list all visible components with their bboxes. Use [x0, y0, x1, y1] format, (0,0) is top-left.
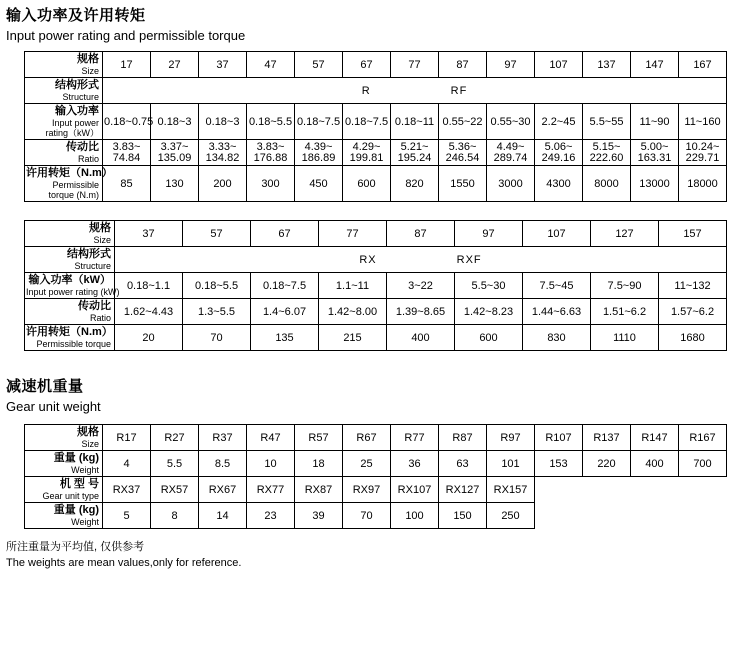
cell-gear-type: RX87	[295, 477, 343, 503]
cell-torque: 4300	[535, 166, 583, 202]
cell-input-power: 0.55~30	[487, 104, 535, 140]
row-label-structure-en: Structure	[62, 92, 99, 102]
input-power-torque-table-r	[24, 51, 727, 202]
cell-empty	[679, 477, 727, 503]
table-row-size	[25, 52, 727, 78]
cell-size: 57	[295, 52, 343, 78]
cell-weight: 8	[151, 503, 199, 529]
cell-size: 107	[523, 221, 591, 247]
row-label-structure-cn: 结构形式	[55, 79, 99, 91]
cell-size: 37	[199, 52, 247, 78]
footnote	[6, 539, 750, 571]
cell-size: 67	[343, 52, 391, 78]
cell-empty	[631, 477, 679, 503]
cell-size: 127	[591, 221, 659, 247]
cell-input-power: 7.5~90	[591, 273, 659, 299]
cell-gear-type: RX77	[247, 477, 295, 503]
cell-torque: 20	[115, 325, 183, 351]
row-label-input-power-cn: 输入功率	[55, 105, 99, 117]
cell-gear-size: R17	[103, 425, 151, 451]
cell-gear-size: R47	[247, 425, 295, 451]
cell-torque: 130	[151, 166, 199, 202]
cell-weight: 8.5	[199, 451, 247, 477]
cell-input-power: 0.18~7.5	[295, 104, 343, 140]
table-row-torque	[25, 325, 727, 351]
cell-size: 37	[115, 221, 183, 247]
row-label-type-cn: 机 型 号	[59, 478, 99, 490]
row-label-input-power	[25, 273, 120, 299]
structure-label-rf: RF	[450, 84, 468, 97]
row-label-structure-cn: 结构形式	[67, 248, 111, 260]
row-label-structure-en: Structure	[74, 261, 111, 271]
table-row-size	[25, 425, 727, 451]
row-label-structure	[25, 247, 115, 273]
cell-input-power: 2.2~45	[535, 104, 583, 140]
gear-unit-weight-table	[24, 424, 727, 529]
cell-ratio: 4.29~ 199.81	[343, 140, 391, 166]
row-label-torque	[25, 166, 113, 202]
cell-weight: 39	[295, 503, 343, 529]
cell-input-power: 11~160	[679, 104, 727, 140]
cell-input-power: 0.18~1.1	[115, 273, 183, 299]
section1-title-en: Input power rating and permissible torque	[6, 28, 246, 43]
cell-ratio: 1.4~6.07	[251, 299, 319, 325]
cell-ratio: 5.15~ 222.60	[583, 140, 631, 166]
cell-weight: 70	[343, 503, 391, 529]
cell-size: 57	[183, 221, 251, 247]
cell-input-power: 0.18~5.5	[247, 104, 295, 140]
cell-ratio: 3.33~ 134.82	[199, 140, 247, 166]
cell-weight: 23	[247, 503, 295, 529]
cell-ratio: 10.24~ 229.71	[679, 140, 727, 166]
row-label-size-en: Size	[81, 439, 99, 449]
cell-weight: 14	[199, 503, 247, 529]
table-row-size	[25, 221, 727, 247]
row-label-size-en: Size	[81, 66, 99, 76]
cell-size: 77	[319, 221, 387, 247]
row-label-type-en: Gear unit type	[42, 491, 99, 501]
table-row-weight-rx	[25, 503, 727, 529]
cell-ratio: 4.49~ 289.74	[487, 140, 535, 166]
row-label-size	[25, 425, 103, 451]
section2-title-cn: 减速机重量	[6, 378, 84, 395]
cell-size: 77	[391, 52, 439, 78]
cell-weight: 150	[439, 503, 487, 529]
cell-input-power: 11~90	[631, 104, 679, 140]
cell-input-power: 0.18~0.75	[103, 104, 151, 140]
cell-input-power: 0.18~11	[391, 104, 439, 140]
cell-torque: 400	[387, 325, 455, 351]
row-label-size-en: Size	[93, 235, 111, 245]
row-label-torque-en: Permissible torque	[36, 339, 111, 349]
cell-input-power: 1.1~11	[319, 273, 387, 299]
cell-structure	[115, 247, 727, 273]
cell-weight: 220	[583, 451, 631, 477]
structure-label-rx: RX	[359, 253, 377, 266]
cell-size: 87	[387, 221, 455, 247]
table-row-gear-unit-type	[25, 477, 727, 503]
cell-weight: 63	[439, 451, 487, 477]
cell-torque: 1680	[659, 325, 727, 351]
row-label-input-power-en2: rating（kW）	[45, 128, 99, 138]
cell-torque: 830	[523, 325, 591, 351]
cell-gear-size: R137	[583, 425, 631, 451]
row-label-weight	[25, 451, 103, 477]
structure-label-rxf: RXF	[456, 253, 482, 266]
cell-gear-type: RX107	[391, 477, 439, 503]
cell-size: 147	[631, 52, 679, 78]
section1-heading	[6, 6, 750, 45]
cell-torque: 600	[455, 325, 523, 351]
cell-torque: 70	[183, 325, 251, 351]
cell-ratio: 1.57~6.2	[659, 299, 727, 325]
cell-weight: 25	[343, 451, 391, 477]
cell-input-power: 0.18~5.5	[183, 273, 251, 299]
table-row-structure	[25, 247, 727, 273]
cell-size: 167	[679, 52, 727, 78]
cell-gear-type: RX127	[439, 477, 487, 503]
cell-weight: 5.5	[151, 451, 199, 477]
cell-weight: 153	[535, 451, 583, 477]
section2-title-en: Gear unit weight	[6, 399, 101, 414]
cell-ratio: 5.06~ 249.16	[535, 140, 583, 166]
cell-torque: 18000	[679, 166, 727, 202]
row-label-torque-cn: 许用转矩（N.m）	[26, 326, 113, 338]
row-label-input-power-cn: 输入功率（kW）	[28, 274, 111, 286]
row-label-size-cn: 规格	[77, 426, 99, 438]
cell-gear-size: R77	[391, 425, 439, 451]
cell-size: 17	[103, 52, 151, 78]
cell-input-power: 0.55~22	[439, 104, 487, 140]
row-label-input-power	[25, 104, 103, 140]
row-label-weight-cn: 重量 (kg)	[53, 452, 99, 464]
cell-empty	[535, 503, 583, 529]
cell-size: 87	[439, 52, 487, 78]
cell-torque: 600	[343, 166, 391, 202]
cell-input-power: 0.18~3	[151, 104, 199, 140]
structure-label-r: R	[361, 84, 371, 97]
cell-input-power: 0.18~7.5	[343, 104, 391, 140]
cell-torque: 300	[247, 166, 295, 202]
row-label-weight-en: Weight	[71, 465, 99, 475]
cell-ratio: 5.00~ 163.31	[631, 140, 679, 166]
cell-empty	[583, 477, 631, 503]
cell-gear-size: R87	[439, 425, 487, 451]
cell-gear-size: R97	[487, 425, 535, 451]
table-row-torque	[25, 166, 727, 202]
cell-ratio: 1.44~6.63	[523, 299, 591, 325]
row-label-size	[25, 221, 115, 247]
row-label-size-cn: 规格	[77, 53, 99, 65]
row-label-structure	[25, 78, 103, 104]
table-row-structure	[25, 78, 727, 104]
cell-gear-size: R67	[343, 425, 391, 451]
cell-weight: 4	[103, 451, 151, 477]
input-power-torque-table-rx	[24, 220, 727, 351]
cell-size: 27	[151, 52, 199, 78]
cell-torque: 450	[295, 166, 343, 202]
cell-gear-type: RX67	[199, 477, 247, 503]
cell-gear-size: R147	[631, 425, 679, 451]
row-label-size-cn: 规格	[89, 222, 111, 234]
cell-weight: 400	[631, 451, 679, 477]
cell-torque: 1550	[439, 166, 487, 202]
cell-weight: 18	[295, 451, 343, 477]
cell-torque: 8000	[583, 166, 631, 202]
footnote-cn: 所注重量为平均值, 仅供参考	[6, 541, 145, 553]
cell-input-power: 5.5~30	[455, 273, 523, 299]
cell-input-power: 5.5~55	[583, 104, 631, 140]
cell-input-power: 11~132	[659, 273, 727, 299]
cell-ratio: 1.51~6.2	[591, 299, 659, 325]
cell-ratio: 5.21~ 195.24	[391, 140, 439, 166]
row-label-gear-unit-type	[25, 477, 103, 503]
cell-weight: 10	[247, 451, 295, 477]
table-row-input-power	[25, 104, 727, 140]
cell-empty	[535, 477, 583, 503]
cell-ratio: 3.83~ 176.88	[247, 140, 295, 166]
cell-size: 137	[583, 52, 631, 78]
table-row-weight	[25, 451, 727, 477]
row-label-input-power-en1: Input power	[51, 118, 99, 128]
row-label-weight-rx	[25, 503, 103, 529]
row-label-ratio-en: Ratio	[77, 154, 99, 164]
row-label-torque-en1: Permissible	[52, 180, 99, 190]
cell-size: 67	[251, 221, 319, 247]
cell-input-power: 3~22	[387, 273, 455, 299]
cell-ratio: 1.62~4.43	[115, 299, 183, 325]
cell-size: 107	[535, 52, 583, 78]
cell-torque: 820	[391, 166, 439, 202]
row-label-input-power-en: Input power rating (kW)	[26, 287, 120, 297]
cell-gear-size: R37	[199, 425, 247, 451]
cell-torque: 200	[199, 166, 247, 202]
cell-gear-size: R57	[295, 425, 343, 451]
cell-gear-size: R27	[151, 425, 199, 451]
cell-ratio: 1.3~5.5	[183, 299, 251, 325]
cell-ratio: 4.39~ 186.89	[295, 140, 343, 166]
cell-empty	[631, 503, 679, 529]
row-label-ratio-cn: 传动比	[66, 141, 99, 153]
cell-ratio: 3.83~ 74.84	[103, 140, 151, 166]
cell-weight: 250	[487, 503, 535, 529]
row-label-size	[25, 52, 103, 78]
cell-weight: 101	[487, 451, 535, 477]
cell-gear-size: R167	[679, 425, 727, 451]
cell-weight: 5	[103, 503, 151, 529]
cell-torque: 85	[103, 166, 151, 202]
row-label-torque-en2: torque (N.m)	[48, 190, 99, 200]
row-label-ratio-en: Ratio	[89, 313, 111, 323]
row-label-weight-rx-cn: 重量 (kg)	[53, 504, 99, 516]
table-row-ratio	[25, 140, 727, 166]
cell-torque: 215	[319, 325, 387, 351]
cell-input-power: 7.5~45	[523, 273, 591, 299]
cell-torque: 3000	[487, 166, 535, 202]
cell-size: 97	[487, 52, 535, 78]
cell-size: 97	[455, 221, 523, 247]
cell-size: 47	[247, 52, 295, 78]
row-label-weight-rx-en: Weight	[71, 517, 99, 527]
table-row-input-power	[25, 273, 727, 299]
cell-ratio: 1.42~8.00	[319, 299, 387, 325]
cell-gear-type: RX57	[151, 477, 199, 503]
cell-torque: 13000	[631, 166, 679, 202]
cell-torque: 1110	[591, 325, 659, 351]
section1-title-cn: 输入功率及许用转矩	[6, 7, 146, 24]
cell-empty	[679, 503, 727, 529]
cell-empty	[583, 503, 631, 529]
cell-weight: 36	[391, 451, 439, 477]
row-label-ratio	[25, 140, 103, 166]
cell-gear-type: RX157	[487, 477, 535, 503]
row-label-torque-cn: 许用转矩（N.m）	[26, 167, 113, 179]
cell-size: 157	[659, 221, 727, 247]
cell-ratio: 1.39~8.65	[387, 299, 455, 325]
cell-gear-type: RX37	[103, 477, 151, 503]
cell-structure	[103, 78, 727, 104]
cell-ratio: 3.37~ 135.09	[151, 140, 199, 166]
row-label-torque	[25, 325, 115, 351]
row-label-ratio	[25, 299, 115, 325]
cell-gear-type: RX97	[343, 477, 391, 503]
table-row-ratio	[25, 299, 727, 325]
cell-input-power: 0.18~3	[199, 104, 247, 140]
cell-weight: 100	[391, 503, 439, 529]
cell-gear-size: R107	[535, 425, 583, 451]
row-label-ratio-cn: 传动比	[78, 300, 111, 312]
cell-ratio: 5.36~ 246.54	[439, 140, 487, 166]
cell-ratio: 1.42~8.23	[455, 299, 523, 325]
cell-input-power: 0.18~7.5	[251, 273, 319, 299]
cell-torque: 135	[251, 325, 319, 351]
footnote-en: The weights are mean values,only for reference.	[6, 557, 242, 569]
cell-weight: 700	[679, 451, 727, 477]
section2-heading	[6, 377, 750, 416]
